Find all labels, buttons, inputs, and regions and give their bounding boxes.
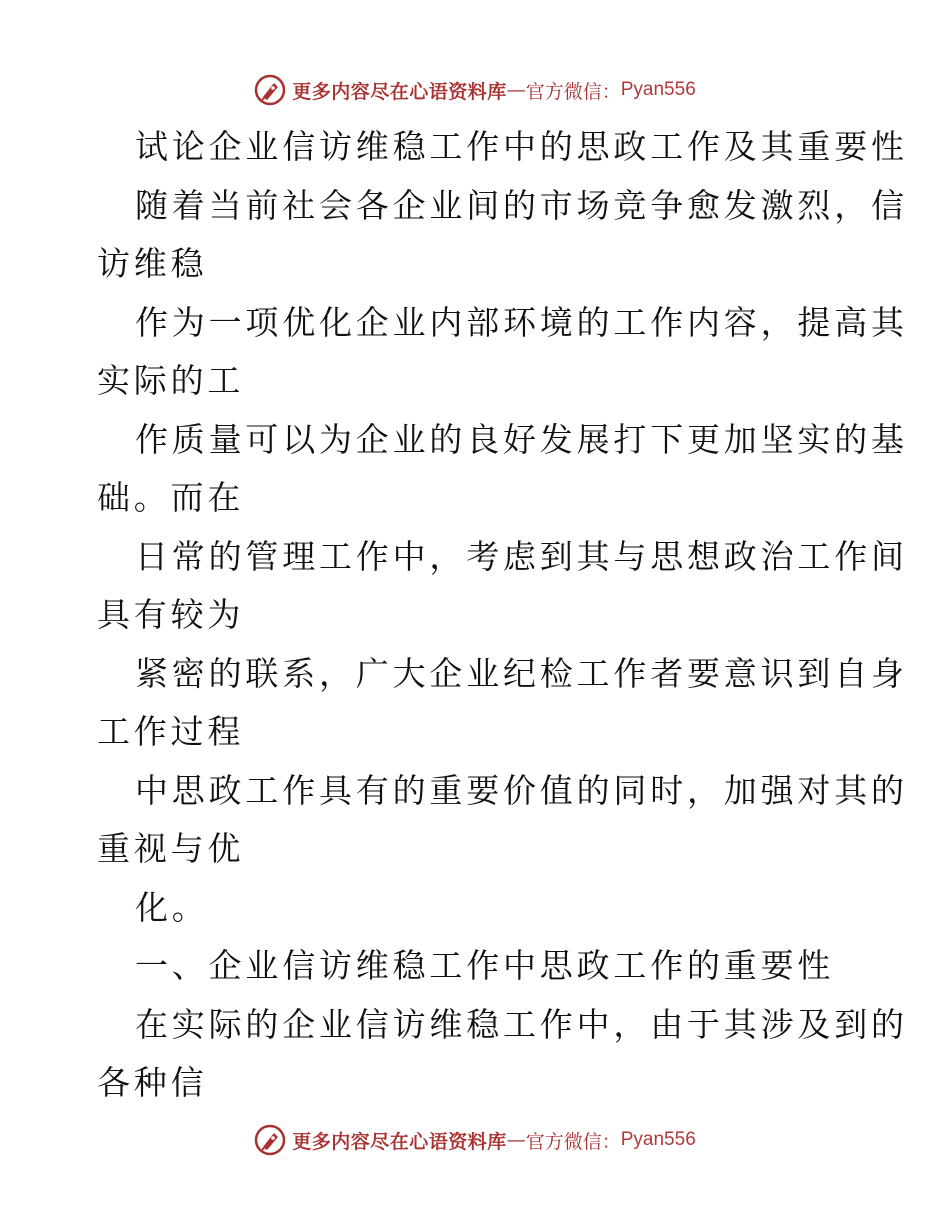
- text-line: 础。而在: [97, 478, 245, 517]
- banner-wechat-id: Pyan556: [620, 79, 696, 100]
- text-line: 实际的工: [97, 361, 245, 400]
- text-line: 作质量可以为企业的良好发展打下更加坚实的基: [135, 419, 908, 459]
- text-line: 访维稳: [97, 244, 208, 283]
- banner-wechat-label: 官方微信：: [525, 80, 621, 103]
- text-line: 作为一项优化企业内部环境的工作内容，提高其: [135, 302, 908, 342]
- header-banner: [0, 70, 950, 110]
- pen-nib-logo-icon: [254, 74, 286, 106]
- text-line: 中思政工作具有的重要价值的同时，加强对其的: [135, 770, 908, 810]
- banner-main-text: 更多内容尽在心语资料库: [292, 80, 507, 103]
- text-line: 重视与优: [97, 829, 245, 868]
- banner-wechat-id: Pyan556: [620, 1129, 696, 1150]
- document-body: [97, 118, 908, 1113]
- text-line: 日常的管理工作中，考虑到其与思想政治工作间: [135, 536, 908, 576]
- text-line: 化。: [135, 887, 209, 927]
- text-line: 紧密的联系，广大企业纪检工作者要意识到自身: [135, 653, 908, 693]
- banner-wechat-label: 官方微信：: [525, 1130, 621, 1153]
- section-heading: 一、企业信访维稳工作中思政工作的重要性: [135, 946, 835, 985]
- banner-dash: —: [506, 1129, 526, 1151]
- text-line: 在实际的企业信访维稳工作中，由于其涉及到的: [135, 1004, 908, 1044]
- footer-banner: [0, 1120, 950, 1160]
- document-title: 试论企业信访维稳工作中的思政工作及其重要性: [135, 127, 908, 166]
- text-line: 工作过程: [97, 712, 245, 751]
- banner-dash: —: [506, 79, 526, 101]
- text-line: 具有较为: [97, 595, 245, 634]
- text-line: 各种信: [97, 1063, 208, 1102]
- pen-nib-logo-icon: [254, 1124, 286, 1156]
- banner-main-text: 更多内容尽在心语资料库: [292, 1130, 507, 1153]
- text-line: 随着当前社会各企业间的市场竞争愈发激烈，信: [135, 185, 908, 225]
